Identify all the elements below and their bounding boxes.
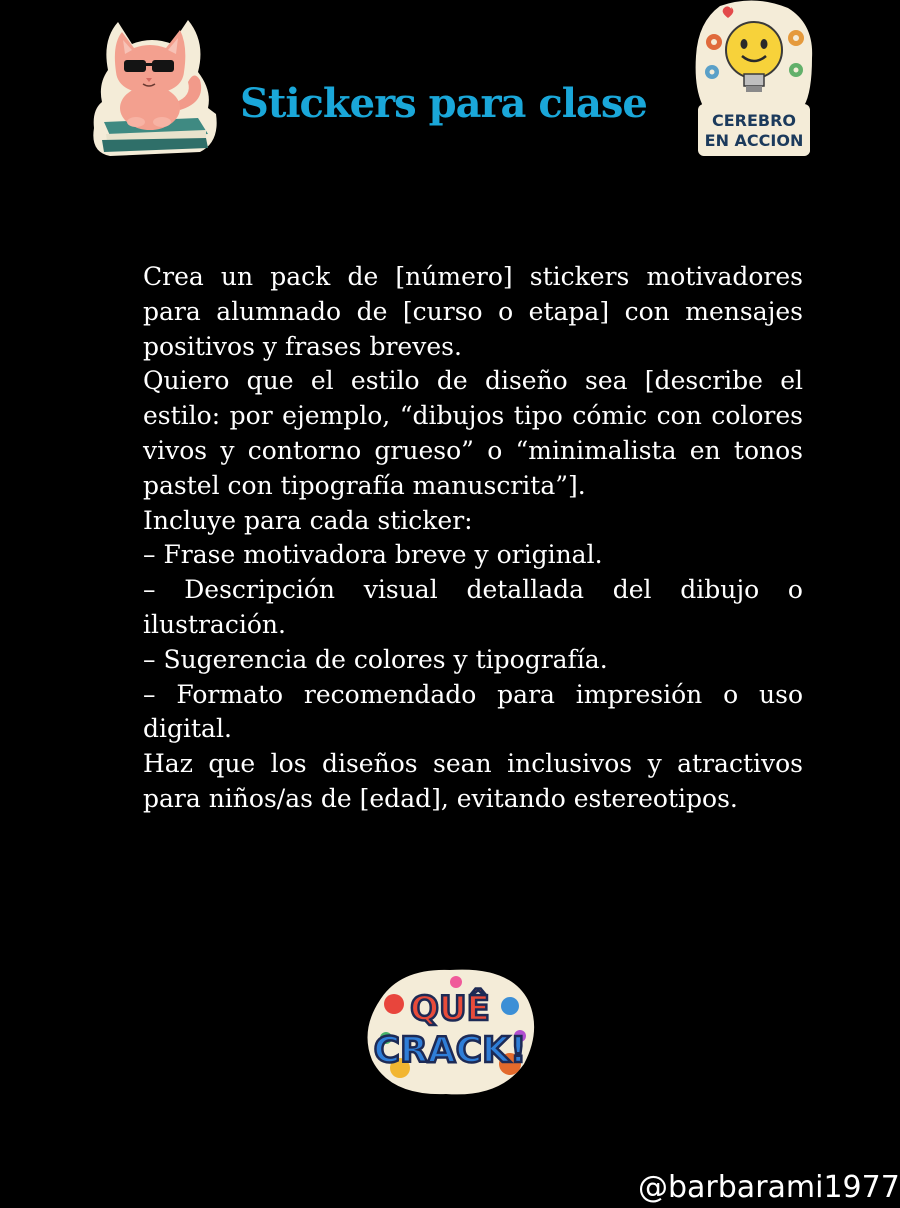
prompt-body xyxy=(143,260,803,817)
list-item-phrase: – Frase motivadora breve y original. xyxy=(143,540,603,570)
svg-text:QUÊ: QUÊ xyxy=(410,989,490,1029)
svg-text:EN ACCION: EN ACCION xyxy=(704,131,804,150)
svg-text:CRACK!: CRACK! xyxy=(373,1030,527,1071)
paragraph-includes: Incluye para cada sticker: xyxy=(143,505,473,535)
que-crack-sticker-icon xyxy=(360,960,540,1100)
list-item-colors: – Sugerencia de colores y tipografía. xyxy=(143,644,608,674)
list-item-description: – Descripción visual detallada del dibujo o ilustración. xyxy=(143,575,803,639)
paragraph-style: Quiero que el estilo de diseño sea [describe el estilo: por ejemplo, “dibujos tipo cómic con colores vivos y contorno grueso” o “minimalista en tonos pastel con tipografía manuscrita”]. xyxy=(143,366,803,500)
author-handle: @barbarami1977 xyxy=(638,1170,900,1205)
svg-text:CEREBRO: CEREBRO xyxy=(711,111,797,130)
paragraph-intro: Crea un pack de [número] stickers motivadores para alumnado de [curso o etapa] con mensajes positivos y frases breves. xyxy=(143,262,803,361)
list-item-format: – Formato recomendado para impresión o uso digital. xyxy=(143,679,803,744)
paragraph-inclusive: Haz que los diseños sean inclusivos y atractivos para niños/as de [edad], evitando estereotipos. xyxy=(143,749,803,813)
cat-sticker-icon xyxy=(88,10,220,160)
page-title: Stickers para clase xyxy=(240,80,647,127)
lightbulb-brain-icon xyxy=(692,0,816,158)
